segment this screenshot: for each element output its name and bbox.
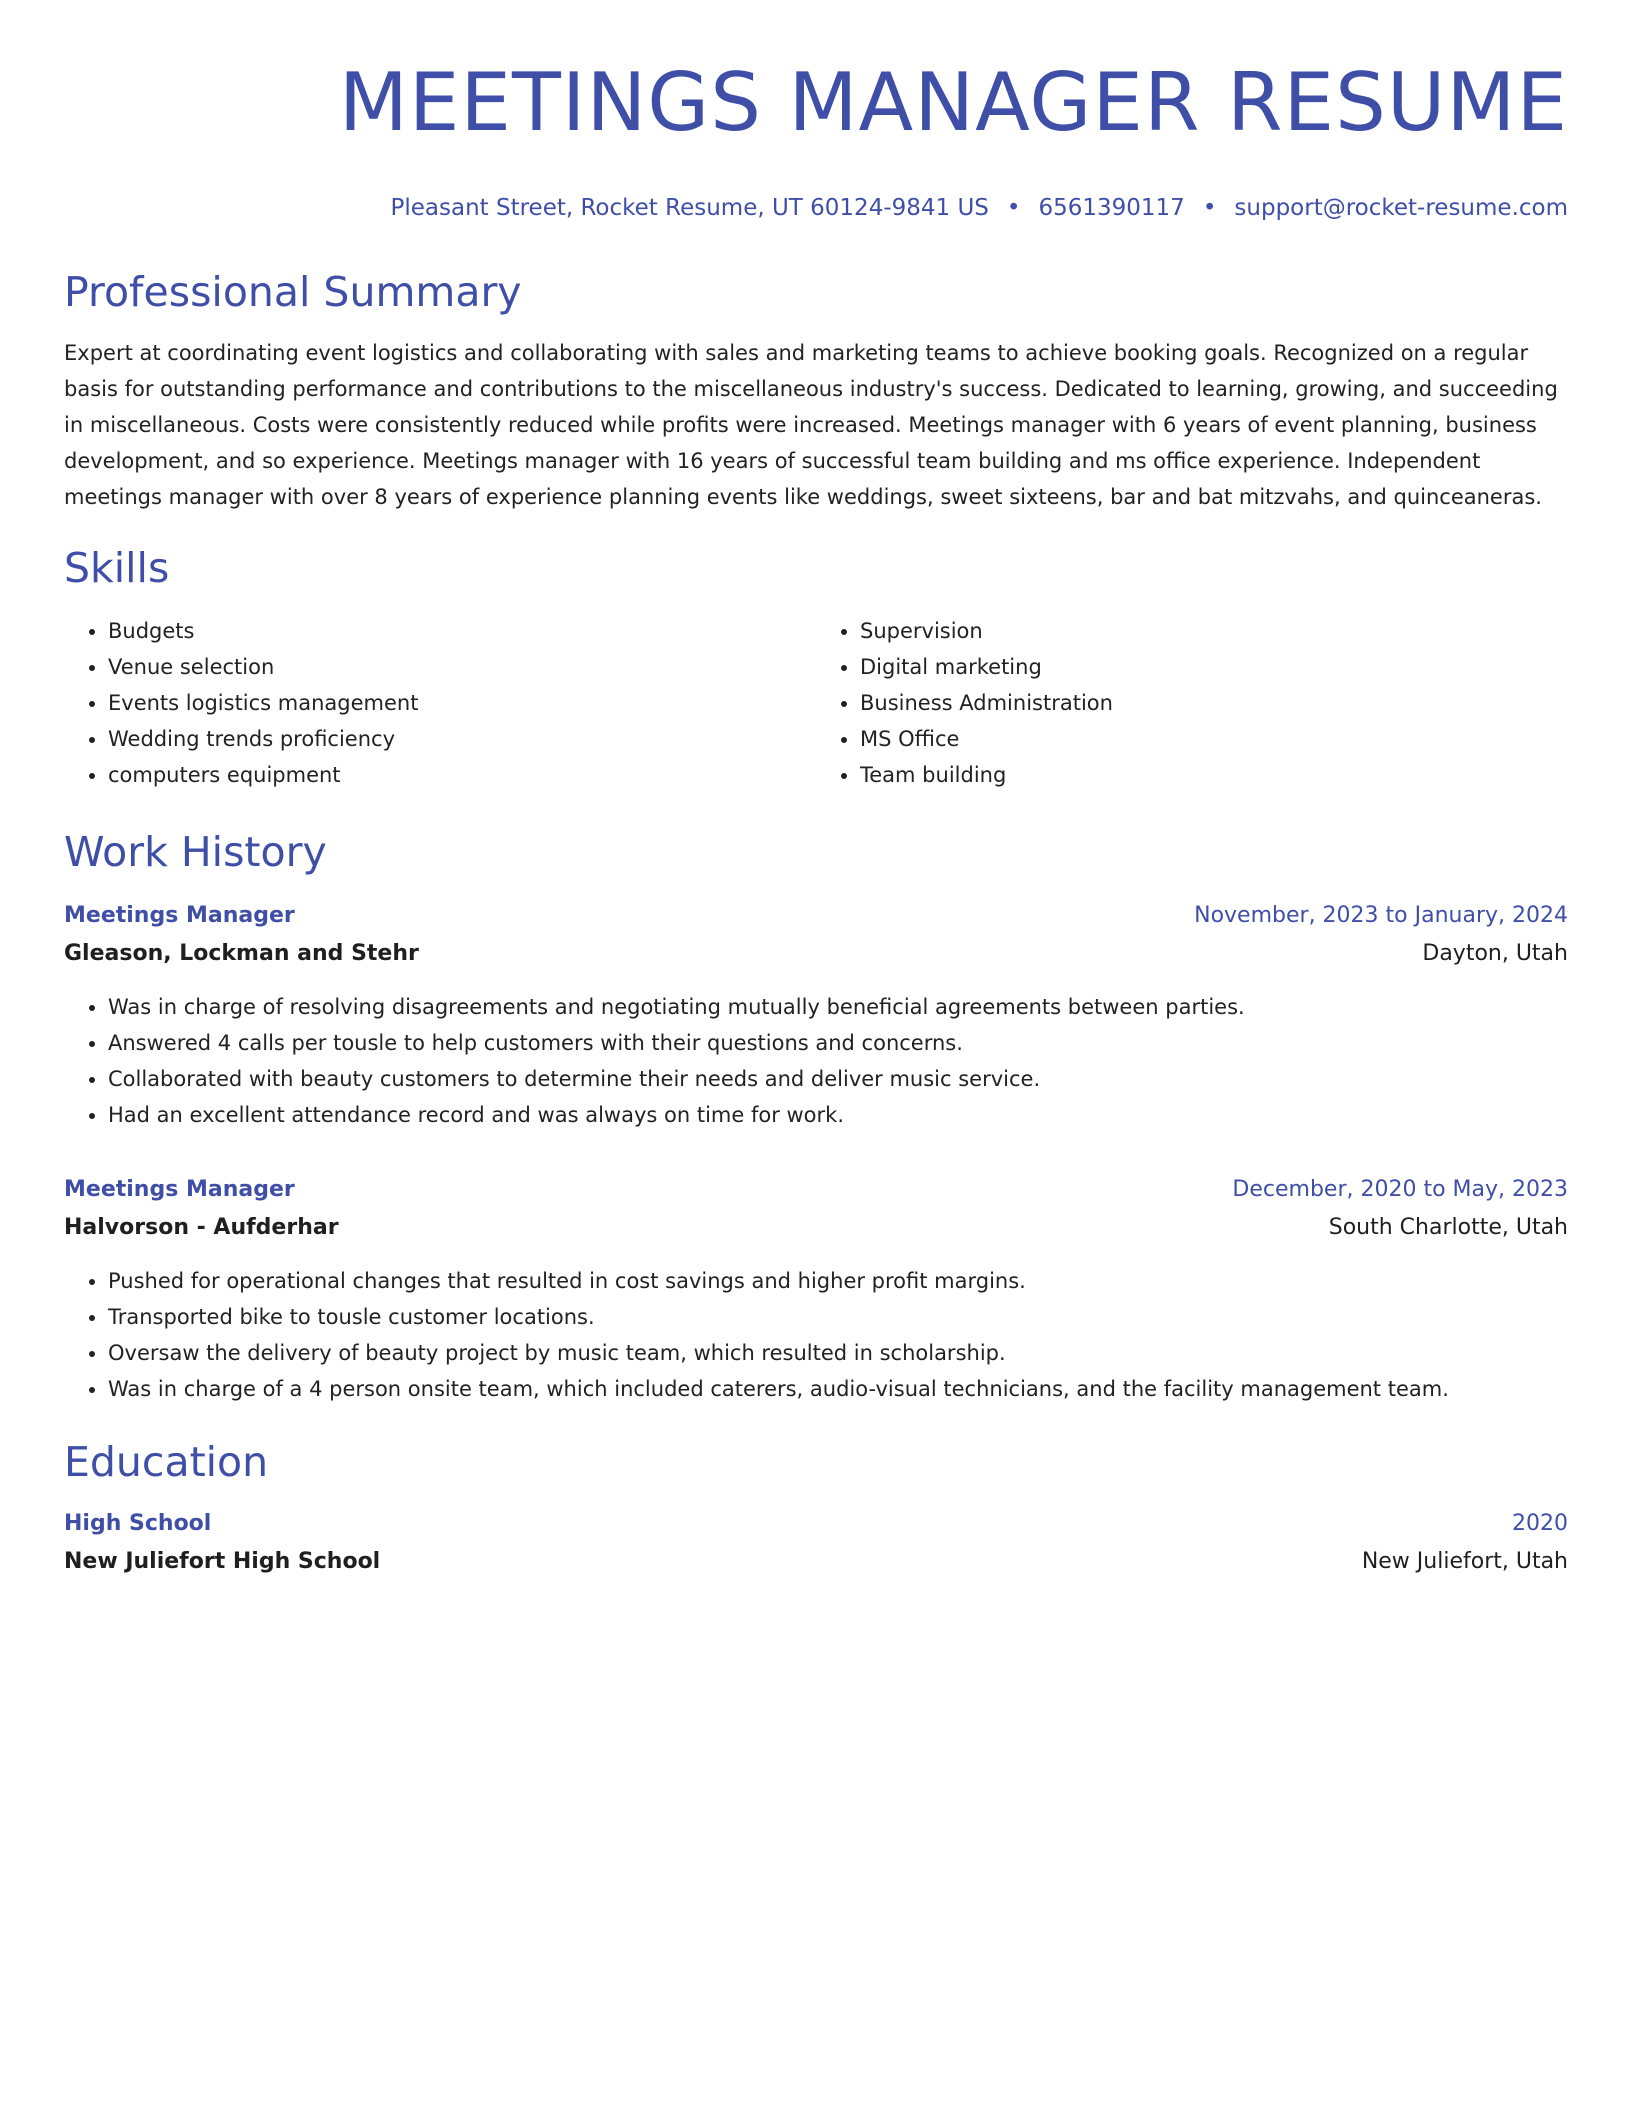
- contact-line: [64, 194, 1568, 222]
- skill-item: • MS Office: [860, 721, 1568, 757]
- skill-item: • computers equipment: [108, 757, 816, 793]
- job-bullet: • Transported bike to tousle customer locations.: [108, 1299, 1568, 1335]
- job-location: Dayton, Utah: [1422, 941, 1568, 966]
- education-degree: High School: [64, 1511, 212, 1536]
- job-title-row: [64, 897, 1568, 935]
- education-heading: Education: [64, 1438, 269, 1486]
- resume-header: [64, 0, 1568, 222]
- education-degree-row: [64, 1505, 1568, 1543]
- work-history-heading: Work History: [64, 828, 327, 876]
- job-dates: November, 2023 to January, 2024: [1194, 903, 1568, 928]
- job-role: Meetings Manager: [64, 903, 295, 928]
- skill-item: • Business Administration: [860, 685, 1568, 721]
- contact-separator: •: [1006, 195, 1021, 221]
- job-bullet: • Was in charge of resolving disagreements and negotiating mutually beneficial agreements between parties.: [108, 989, 1568, 1025]
- contact-address: Pleasant Street, Rocket Resume, UT 60124-9841 US: [390, 195, 989, 221]
- job-bullet: • Had an excellent attendance record and was always on time for work.: [108, 1097, 1568, 1133]
- job-title-row: [64, 1171, 1568, 1209]
- skills-heading: Skills: [64, 544, 170, 592]
- contact-separator: •: [1202, 195, 1217, 221]
- skills-grid: [64, 613, 1568, 793]
- skills-section: [64, 543, 1568, 793]
- job-bullet: • Oversaw the delivery of beauty project by music team, which resulted in scholarship.: [108, 1335, 1568, 1371]
- job-bullet: • Answered 4 calls per tousle to help customers with their questions and concerns.: [108, 1025, 1568, 1061]
- contact-email: support@rocket-resume.com: [1234, 195, 1568, 221]
- skill-item: • Events logistics management: [108, 685, 816, 721]
- summary-section: [64, 267, 1568, 515]
- job-bullets: [64, 989, 1568, 1133]
- contact-phone: 6561390117: [1038, 195, 1185, 221]
- education-location: New Juliefort, Utah: [1361, 1549, 1568, 1574]
- summary-heading: Professional Summary: [64, 268, 522, 316]
- job-entry: [64, 897, 1568, 1133]
- job-company: Gleason, Lockman and Stehr: [64, 941, 419, 966]
- job-company: Halvorson - Aufderhar: [64, 1215, 339, 1240]
- education-entry: [64, 1505, 1568, 1581]
- resume-title: MEETINGS MANAGER RESUME: [338, 56, 1568, 149]
- skills-column-left: [64, 613, 816, 793]
- job-location: South Charlotte, Utah: [1328, 1215, 1568, 1240]
- job-bullets: [64, 1263, 1568, 1407]
- skill-item: • Venue selection: [108, 649, 816, 685]
- education-school: New Juliefort High School: [64, 1549, 381, 1574]
- education-year: 2020: [1512, 1511, 1568, 1536]
- job-bullet: • Collaborated with beauty customers to determine their needs and deliver music service.: [108, 1061, 1568, 1097]
- skills-column-right: [816, 613, 1568, 793]
- job-company-row: [64, 935, 1568, 973]
- skill-item: • Team building: [860, 757, 1568, 793]
- work-history-section: [64, 827, 1568, 1407]
- skill-item: • Budgets: [108, 613, 816, 649]
- job-bullet: • Pushed for operational changes that resulted in cost savings and higher profit margins.: [108, 1263, 1568, 1299]
- education-school-row: [64, 1543, 1568, 1581]
- job-entry: [64, 1171, 1568, 1407]
- job-role: Meetings Manager: [64, 1177, 295, 1202]
- skill-item: • Supervision: [860, 613, 1568, 649]
- education-section: [64, 1437, 1568, 1581]
- skill-item: • Digital marketing: [860, 649, 1568, 685]
- job-bullet: • Was in charge of a 4 person onsite team, which included caterers, audio-visual technicians, and the facility management team.: [108, 1371, 1568, 1407]
- job-company-row: [64, 1209, 1568, 1247]
- job-dates: December, 2020 to May, 2023: [1232, 1177, 1568, 1202]
- skill-item: • Wedding trends proficiency: [108, 721, 816, 757]
- summary-text: Expert at coordinating event logistics and collaborating with sales and marketing teams to achieve booking goals. Recognized on a regular basis for outstanding performance and contributions to the miscellaneous industry's success. Dedicated to learning, growing, and succeeding in miscellaneous. Costs were consistently reduced while profits were increased. Meetings manager with 6 years of event planning, business development, and so experience. Meetings manager with 16 years of successful team building and ms office experience. Independent meetings manager with over 8 years of experience planning events like weddings, sweet sixteens, bar and bat mitzvahs, and quinceaneras.: [64, 341, 1558, 509]
